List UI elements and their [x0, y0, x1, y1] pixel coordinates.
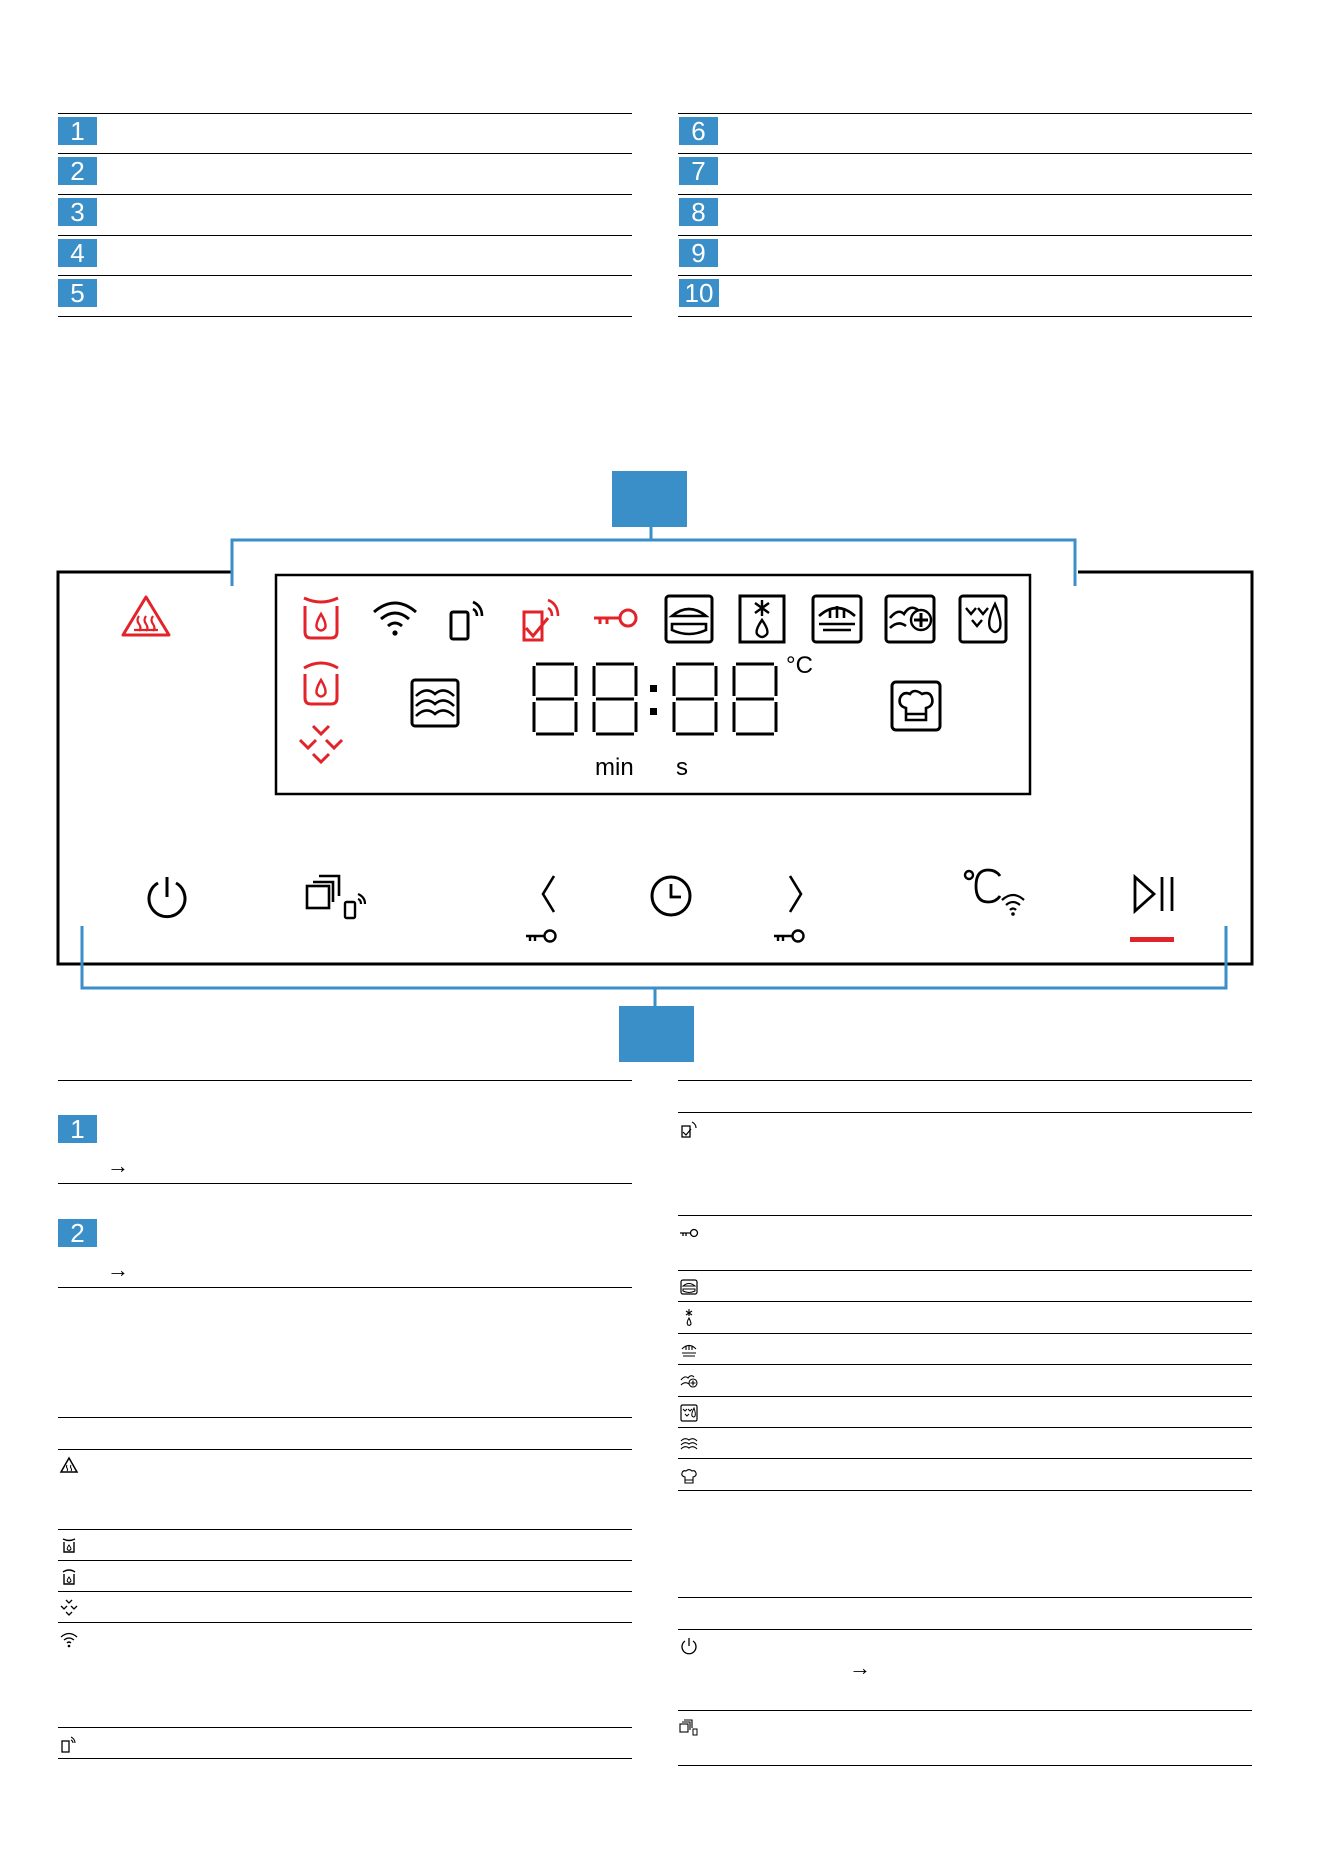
legend-badge-1: 1 [58, 117, 97, 145]
power-row-arrow: → [849, 1655, 871, 1680]
steam-plus-icon [884, 594, 936, 644]
power-icon[interactable] [145, 875, 189, 919]
top-bottom-heat-icon [679, 1277, 699, 1297]
water-tank-icon [300, 594, 342, 642]
chef-hat-icon [679, 1466, 699, 1486]
seconds-unit-label: s [676, 754, 688, 781]
defrost-icon [738, 594, 786, 644]
legend-badge-6: 6 [679, 117, 718, 145]
remote-start-icon [448, 596, 488, 642]
start-pause-indicator-bar [1130, 937, 1174, 942]
legend-badge-3: 3 [58, 198, 97, 226]
remote-start-icon [59, 1734, 79, 1754]
child-lock-right-key-icon [772, 928, 806, 944]
water-tank-icon [59, 1536, 79, 1556]
steam-grill-icon [679, 1340, 699, 1360]
arrow-left-icon[interactable] [538, 874, 558, 914]
water-tank-refill-icon [59, 1567, 79, 1587]
row-1-arrow: → [107, 1153, 129, 1178]
row-2-arrow: → [107, 1257, 129, 1282]
temperature-wifi-icon[interactable] [962, 868, 1028, 916]
descale-level-icon [59, 1598, 79, 1618]
time-digits-display [530, 660, 780, 738]
hot-surface-warning-icon [59, 1456, 79, 1476]
start-pause-icon[interactable] [1132, 874, 1176, 914]
water-tank-refill-icon [300, 658, 342, 708]
hot-surface-warning-icon [120, 594, 172, 638]
remote-confirm-icon [679, 1119, 699, 1139]
descale-icon [679, 1403, 699, 1423]
legend-badge-9: 9 [679, 239, 718, 267]
legend-badge-4: 4 [58, 239, 97, 267]
child-lock-left-key-icon [524, 928, 558, 944]
programs-remote-icon[interactable] [305, 872, 371, 922]
remote-confirm-icon [520, 596, 564, 644]
steam-icon [410, 678, 460, 728]
legend-badge-5: 5 [58, 279, 97, 307]
legend-badge-8: 8 [679, 198, 718, 226]
steam-grill-icon [811, 594, 863, 644]
minutes-unit-label: min [595, 754, 634, 781]
child-lock-icon [592, 607, 640, 629]
legend-badge-7: 7 [679, 157, 718, 185]
section-badge-2: 2 [58, 1219, 97, 1247]
descale-level-icon [298, 722, 344, 770]
child-lock-icon [679, 1223, 699, 1243]
defrost-icon [679, 1308, 699, 1328]
steam-plus-icon [679, 1371, 699, 1391]
legend-badge-2: 2 [58, 157, 97, 185]
steam-icon [679, 1434, 699, 1454]
wifi-icon [59, 1630, 79, 1650]
clock-icon[interactable] [649, 874, 693, 918]
descale-icon [958, 594, 1008, 644]
programs-remote-icon [679, 1717, 699, 1737]
power-icon [679, 1636, 699, 1656]
legend-badge-10: 10 [679, 279, 719, 307]
chef-hat-icon [890, 680, 942, 732]
top-bottom-heat-icon [664, 594, 714, 644]
section-badge-1: 1 [58, 1115, 97, 1143]
temperature-unit-label: °C [786, 652, 813, 679]
arrow-right-icon[interactable] [786, 874, 806, 914]
wifi-icon [372, 598, 418, 638]
